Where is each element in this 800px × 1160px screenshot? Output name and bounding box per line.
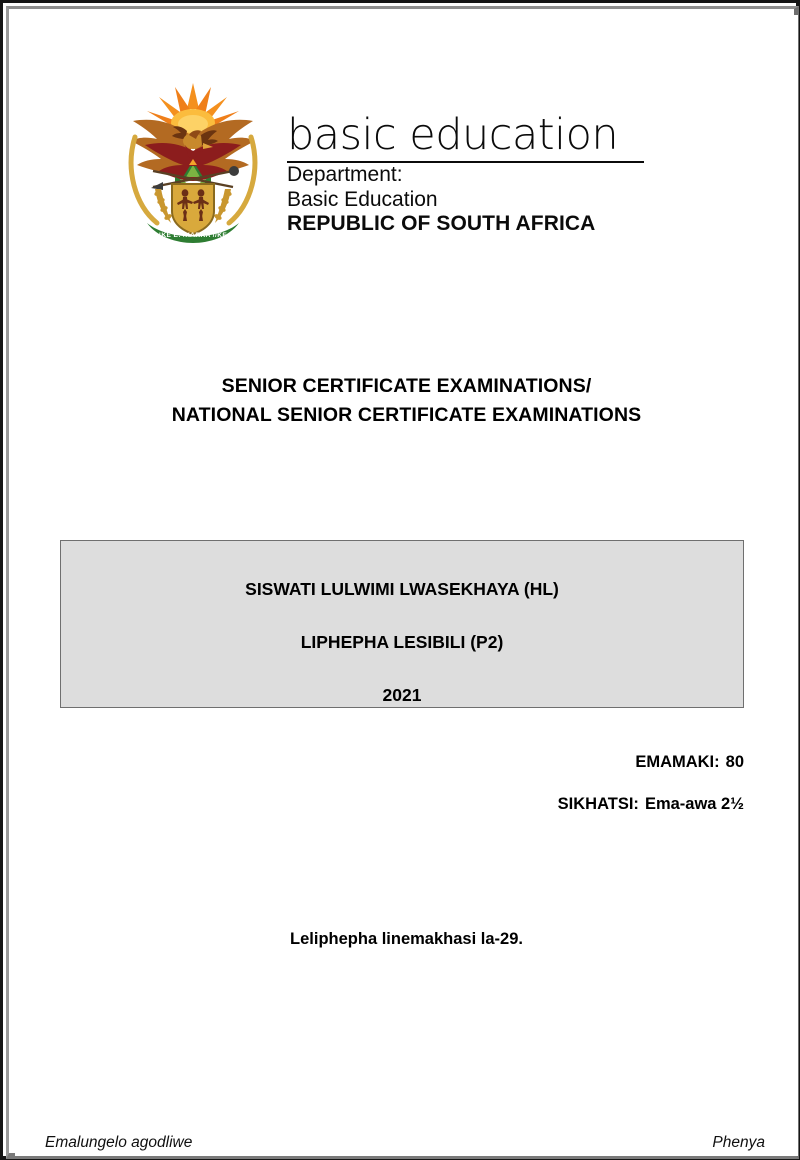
page-sheet: [15, 15, 798, 1156]
footer-turn-over: Phenya: [712, 1134, 765, 1151]
exam-title-line-2: NATIONAL SENIOR CERTIFICATE EXAMINATIONS: [171, 404, 642, 426]
document-header: [15, 15, 798, 265]
basic-education-wordmark-block: [287, 111, 667, 237]
coat-of-arms-motto: !KE E: /XARRA //KE: [158, 232, 228, 239]
paper-name: LIPHEPHA LESIBILI (P2): [300, 632, 504, 652]
exam-title: [15, 372, 798, 430]
wordmark-text: basic education: [287, 110, 619, 160]
department-line-3: REPUBLIC OF SOUTH AFRICA: [287, 212, 596, 235]
exam-year: 2021: [382, 685, 422, 705]
subject-name: SISWATI LULWIMI LWASEKHAYA (HL): [245, 579, 559, 599]
footer-copyright: Emalungelo agodliwe: [45, 1134, 193, 1151]
department-line-2: Basic Education: [287, 187, 438, 211]
subject-panel: [60, 540, 744, 708]
page-count-note: Leliphepha linemakhasi la-29.: [290, 930, 523, 948]
marks-row: [15, 753, 744, 772]
marks-value: 80: [725, 753, 744, 771]
marks-label: EMAMAKI:: [635, 753, 720, 771]
page-bevel: [6, 6, 799, 1159]
page-footer: [45, 1134, 765, 1152]
south-africa-coat-of-arms-icon: [117, 65, 269, 245]
time-value: Ema-awa 2½: [644, 795, 744, 813]
exam-title-line-1: SENIOR CERTIFICATE EXAMINATIONS/: [221, 375, 592, 397]
time-row: [15, 795, 744, 814]
exam-meta: [15, 753, 744, 814]
time-label: SIKHATSI:: [557, 795, 639, 813]
department-line-1: Department:: [287, 163, 403, 186]
